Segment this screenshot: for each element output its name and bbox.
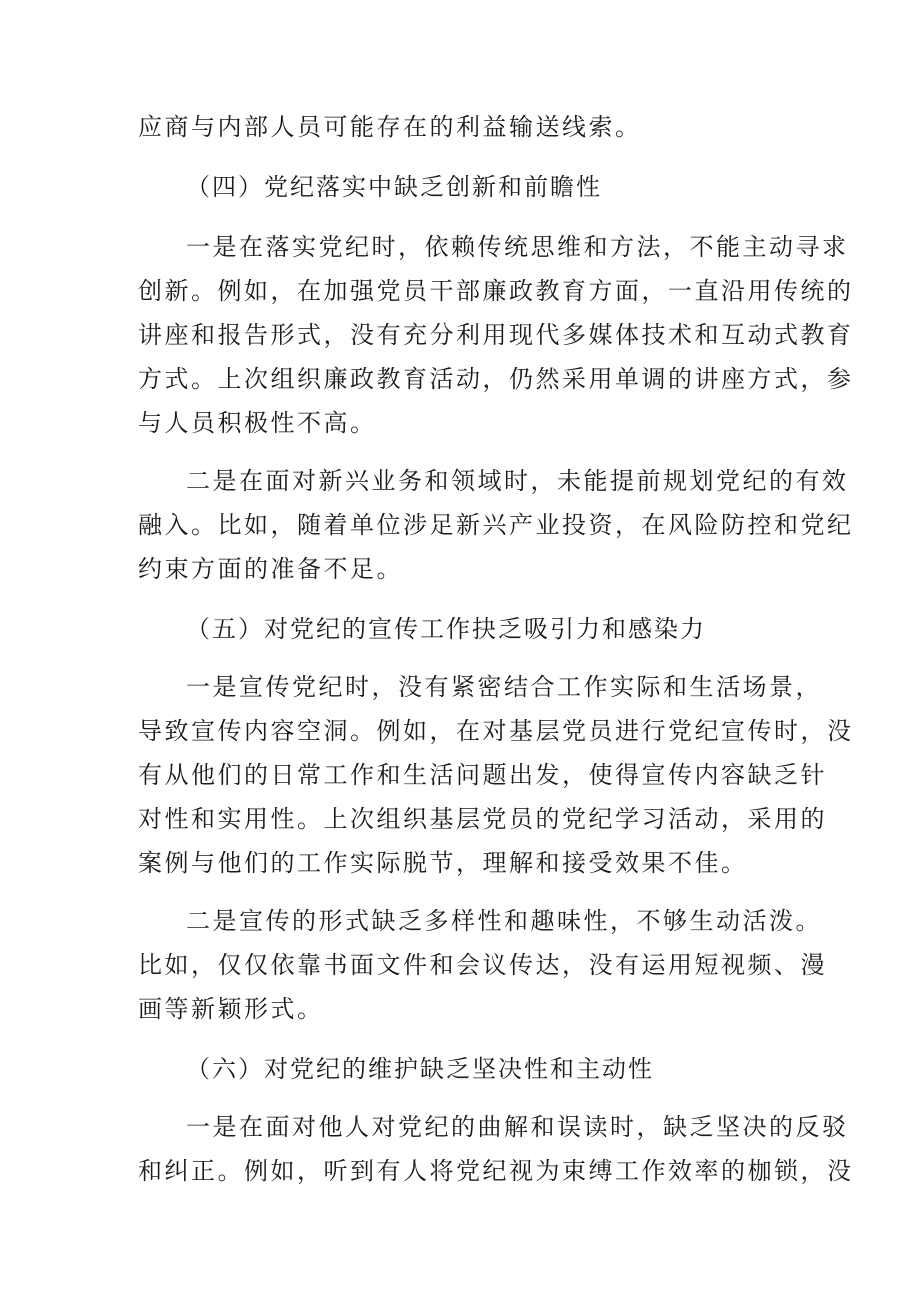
paragraph-line: 案例与他们的工作实际脱节，理解和接受效果不佳。 (138, 849, 748, 877)
paragraph-line: 与人员积极性不高。 (138, 409, 377, 437)
paragraph-line: 和纠正。例如，听到有人将党纪视为束缚工作效率的枷锁，没 (138, 1157, 854, 1185)
section-heading: （六）对党纪的维护缺乏坚决性和主动性 (186, 1055, 654, 1083)
paragraph-line: 画等新颖形式。 (138, 995, 324, 1023)
paragraph-line: 对性和实用性。上次组织基层党员的党纪学习活动，采用的 (138, 805, 827, 833)
paragraph-line: 应商与内部人员可能存在的利益输送线索。 (138, 113, 642, 141)
paragraph-line: 方式。上次组织廉政教育活动，仍然采用单调的讲座方式，参 (138, 365, 854, 393)
section-heading: （四）党纪落实中缺乏创新和前瞻性 (186, 173, 602, 201)
section-heading: （五）对党纪的宣传工作抉乏吸引力和感染力 (186, 615, 706, 643)
paragraph-line: 融入。比如，随着单位涉足新兴产业投资，在风险防控和党纪 (138, 511, 854, 539)
paragraph-line: 比如，仅仅依靠书面文件和会议传达，没有运用短视频、漫 (138, 951, 827, 979)
paragraph-line: 二是在面对新兴业务和领域时，未能提前规划党纪的有效 (186, 467, 849, 495)
paragraph-line: 创新。例如，在加强党员干部廉政教育方面，一直沿用传统的 (138, 277, 854, 305)
paragraph-line: 二是宣传的形式缺乏多样性和趣味性，不够生动活泼。 (186, 907, 822, 935)
paragraph-line: 一是在落实党纪时，依赖传统思维和方法，不能主动寻求 (186, 233, 849, 261)
paragraph-line: 导致宣传内容空洞。例如，在对基层党员进行党纪宣传时，没 (138, 717, 854, 745)
paragraph-line: 讲座和报告形式，没有充分利用现代多媒体技术和互动式教育 (138, 321, 854, 349)
paragraph-line: 约束方面的准备不足。 (138, 555, 403, 583)
paragraph-line: 一是在面对他人对党纪的曲解和误读时，缺乏坚决的反驳 (186, 1113, 849, 1141)
paragraph-line: 一是宣传党纪时，没有紧密结合工作实际和生活场景， (186, 673, 822, 701)
paragraph-line: 有从他们的日常工作和生活问题出发，使得宣传内容缺乏针 (138, 761, 827, 789)
